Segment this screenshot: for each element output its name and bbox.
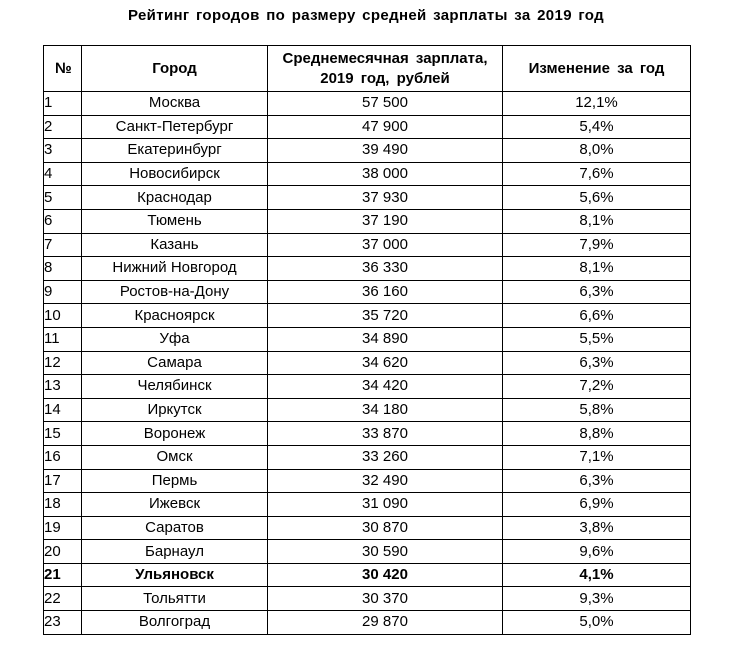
row-change: 7,1% [503, 445, 691, 469]
table-row [44, 469, 691, 493]
row-num: 20 [44, 540, 82, 564]
row-city: Тольятти [82, 587, 268, 611]
row-num: 13 [44, 375, 82, 399]
row-salary: 39 490 [268, 139, 503, 163]
table-row [44, 186, 691, 210]
row-city: Пермь [82, 469, 268, 493]
table-row [44, 280, 691, 304]
row-change: 6,6% [503, 304, 691, 328]
row-salary: 30 870 [268, 516, 503, 540]
row-salary: 38 000 [268, 162, 503, 186]
row-city: Воронеж [82, 422, 268, 446]
row-change: 7,6% [503, 162, 691, 186]
row-change: 8,1% [503, 209, 691, 233]
row-num: 14 [44, 398, 82, 422]
row-salary: 34 420 [268, 375, 503, 399]
row-num: 17 [44, 469, 82, 493]
row-salary: 30 590 [268, 540, 503, 564]
row-change: 5,0% [503, 611, 691, 635]
row-num: 18 [44, 493, 82, 517]
row-change: 12,1% [503, 92, 691, 116]
table-row [44, 587, 691, 611]
row-change: 6,3% [503, 280, 691, 304]
row-salary: 35 720 [268, 304, 503, 328]
table-row [44, 540, 691, 564]
row-change: 8,0% [503, 139, 691, 163]
row-num: 21 [44, 563, 82, 587]
row-salary: 36 330 [268, 257, 503, 281]
row-city: Волгоград [82, 611, 268, 635]
table-row [44, 327, 691, 351]
row-city: Новосибирск [82, 162, 268, 186]
row-salary: 37 190 [268, 209, 503, 233]
row-change: 9,6% [503, 540, 691, 564]
row-num: 10 [44, 304, 82, 328]
row-change: 7,9% [503, 233, 691, 257]
table-row [44, 563, 691, 587]
row-change: 5,6% [503, 186, 691, 210]
row-city: Нижний Новгород [82, 257, 268, 281]
row-salary: 37 000 [268, 233, 503, 257]
row-change: 5,5% [503, 327, 691, 351]
table-row [44, 162, 691, 186]
row-num: 19 [44, 516, 82, 540]
table-row [44, 257, 691, 281]
row-city: Екатеринбург [82, 139, 268, 163]
row-salary: 32 490 [268, 469, 503, 493]
row-num: 3 [44, 139, 82, 163]
row-change: 7,2% [503, 375, 691, 399]
table-row [44, 516, 691, 540]
header-salary: Среднемесячная зарплата, 2019 год, рублей [268, 46, 503, 92]
table-row [44, 445, 691, 469]
row-city: Москва [82, 92, 268, 116]
header-change: Изменение за год [503, 46, 691, 92]
row-num: 2 [44, 115, 82, 139]
row-num: 6 [44, 209, 82, 233]
row-change: 6,3% [503, 351, 691, 375]
table-row [44, 422, 691, 446]
row-city: Уфа [82, 327, 268, 351]
table-row [44, 304, 691, 328]
row-city: Омск [82, 445, 268, 469]
row-city: Челябинск [82, 375, 268, 399]
salary-ranking-table [43, 45, 691, 635]
row-num: 15 [44, 422, 82, 446]
row-salary: 30 420 [268, 563, 503, 587]
row-num: 5 [44, 186, 82, 210]
row-change: 9,3% [503, 587, 691, 611]
row-change: 5,4% [503, 115, 691, 139]
row-salary: 34 620 [268, 351, 503, 375]
header-num: № [44, 46, 82, 92]
table-row [44, 351, 691, 375]
row-city: Ростов-на-Дону [82, 280, 268, 304]
row-city: Казань [82, 233, 268, 257]
row-salary: 37 930 [268, 186, 503, 210]
row-change: 4,1% [503, 563, 691, 587]
row-num: 7 [44, 233, 82, 257]
table-row [44, 375, 691, 399]
row-city: Ульяновск [82, 563, 268, 587]
table-row [44, 611, 691, 635]
row-num: 23 [44, 611, 82, 635]
row-salary: 33 870 [268, 422, 503, 446]
row-num: 4 [44, 162, 82, 186]
row-num: 22 [44, 587, 82, 611]
row-salary: 29 870 [268, 611, 503, 635]
row-change: 6,9% [503, 493, 691, 517]
row-salary: 57 500 [268, 92, 503, 116]
row-city: Самара [82, 351, 268, 375]
table-row [44, 209, 691, 233]
page-title: Рейтинг городов по размеру средней зарплаты за 2019 год [128, 7, 604, 24]
table-row [44, 493, 691, 517]
row-salary: 34 180 [268, 398, 503, 422]
row-change: 8,8% [503, 422, 691, 446]
row-change: 8,1% [503, 257, 691, 281]
row-num: 1 [44, 92, 82, 116]
row-change: 5,8% [503, 398, 691, 422]
row-salary: 47 900 [268, 115, 503, 139]
row-city: Тюмень [82, 209, 268, 233]
row-salary: 33 260 [268, 445, 503, 469]
row-salary: 31 090 [268, 493, 503, 517]
table-row [44, 92, 691, 116]
row-num: 8 [44, 257, 82, 281]
row-city: Саратов [82, 516, 268, 540]
table-header-row [44, 46, 691, 92]
row-num: 16 [44, 445, 82, 469]
table-body [44, 92, 691, 635]
table-row [44, 139, 691, 163]
table-row [44, 233, 691, 257]
row-num: 9 [44, 280, 82, 304]
row-change: 6,3% [503, 469, 691, 493]
row-city: Санкт-Петербург [82, 115, 268, 139]
row-city: Красноярск [82, 304, 268, 328]
row-num: 12 [44, 351, 82, 375]
row-num: 11 [44, 327, 82, 351]
row-salary: 30 370 [268, 587, 503, 611]
table-row [44, 398, 691, 422]
row-city: Барнаул [82, 540, 268, 564]
row-change: 3,8% [503, 516, 691, 540]
row-salary: 34 890 [268, 327, 503, 351]
row-city: Ижевск [82, 493, 268, 517]
row-city: Иркутск [82, 398, 268, 422]
row-city: Краснодар [82, 186, 268, 210]
row-salary: 36 160 [268, 280, 503, 304]
table-row [44, 115, 691, 139]
header-city: Город [82, 46, 268, 92]
